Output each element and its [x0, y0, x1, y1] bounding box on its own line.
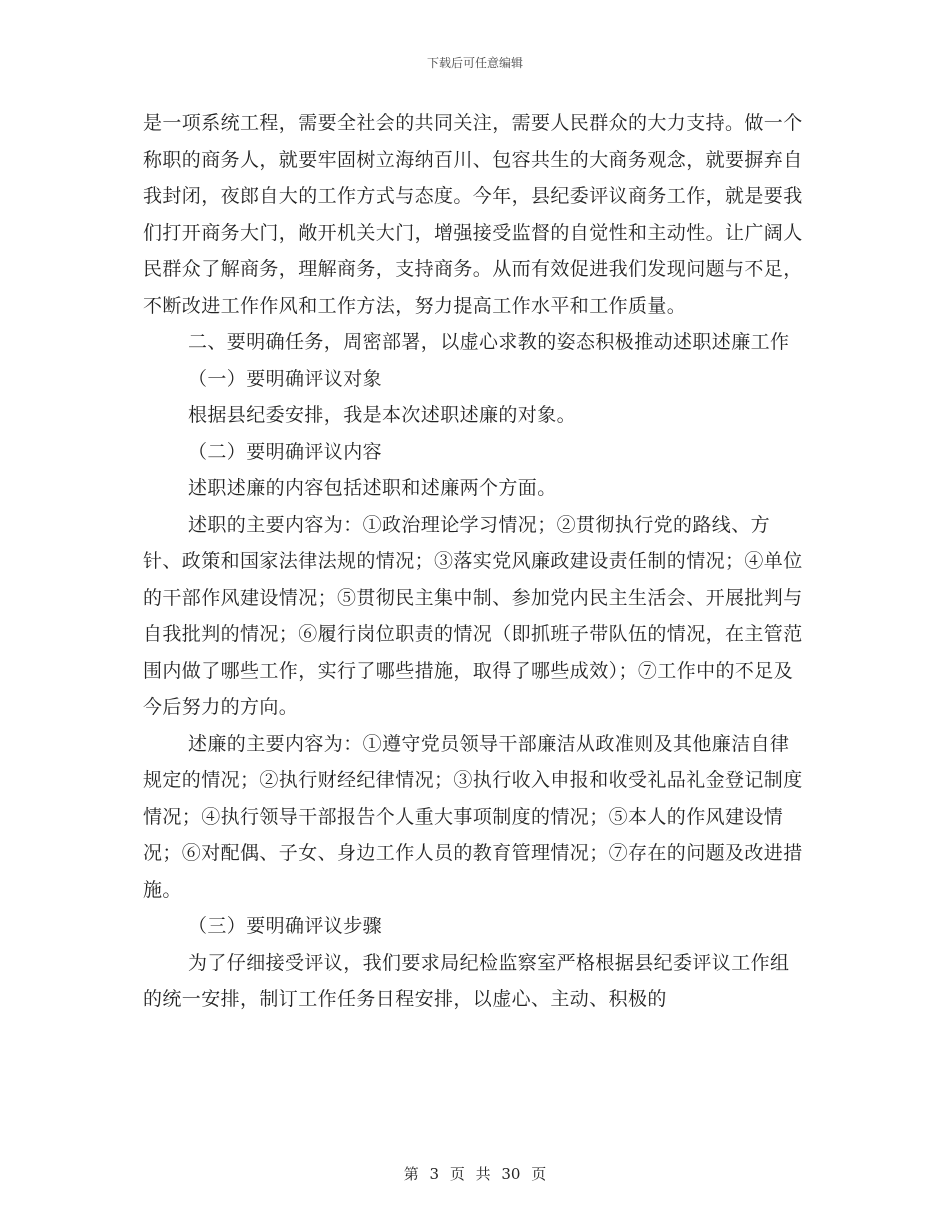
paragraph-continuation: 是一项系统工程，需要全社会的共同关注，需要人民群众的大力支持。做一个称职的商务人，就要牢固树立海纳百川、包容共生的大商务观念，就要摒弃自我封闭，夜郎自大的工作方式与态度。今年，县纪委评议商务工作，就是要我们打开商务大门，敞开机关大门，增强接受监督的自觉性和主动性。让广阔人民群众了解商务，理解商务，支持商务。从而有效促进我们发现问题与不足，不断改进工作作风和工作方法，努力提高工作水平和工作质量。	[143, 112, 803, 317]
page-footer: 第 3 页 共 30 页	[403, 1165, 547, 1183]
document-body	[143, 105, 803, 1018]
subheading-3: （三）要明确评议步骤	[188, 915, 383, 937]
paragraph: 根据县纪委安排，我是本次述职述廉的对象。	[188, 404, 577, 426]
page-header: 下载后可任意编辑	[426, 56, 523, 70]
section-heading-2: 二、要明确任务，周密部署，以虚心求教的姿态积极推动述职述廉工作	[188, 331, 790, 353]
paragraph: 为了仔细接受评议，我们要求局纪检监察室严格根据县纪委评议工作组的统一安排，制订工作任务日程安排，以虚心、主动、积极的	[143, 951, 790, 1010]
subheading-1: （一）要明确评议对象	[188, 367, 383, 390]
paragraph-integrity-content: 述廉的主要内容为：①遵守党员领导干部廉洁从政准则及其他廉洁自律规定的情况；②执行财经纪律情况；③执行收入申报和收受礼品礼金登记制度情况；④执行领导干部报告个人重大事项制度的情况；⑤本人的作风建设情况；⑥对配偶、子女、身边工作人员的教育管理情况；⑦存在的问题及改进措施。	[143, 732, 803, 901]
subheading-2: （二）要明确评议内容	[188, 440, 383, 463]
paragraph-duty-content: 述职的主要内容为：①政治理论学习情况；②贯彻执行党的路线、方针、政策和国家法律法规的情况；③落实党风廉政建设责任制的情况；④单位的干部作风建设情况；⑤贯彻民主集中制、参加党内民主生活会、开展批判与自我批判的情况；⑥履行岗位职责的情况（即抓班子带队伍的情况，在主管范围内做了哪些工作，实行了哪些措施，取得了哪些成效）；⑦工作中的不足及今后努力的方向。	[143, 513, 803, 718]
paragraph: 述职述廉的内容包括述职和述廉两个方面。	[188, 477, 557, 499]
